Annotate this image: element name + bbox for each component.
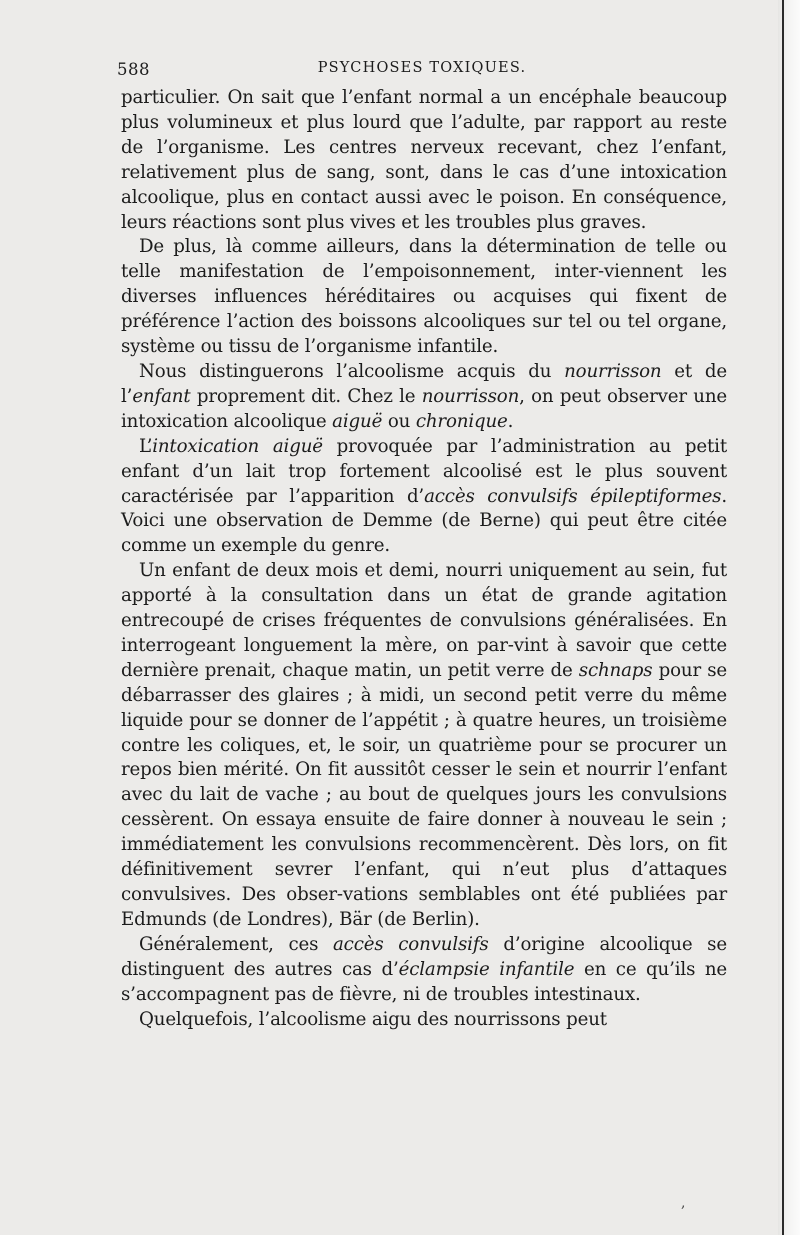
text-run: d’origine alcoolique se distinguent des autres cas d’ — [121, 933, 727, 980]
italic-term: nourrisson — [421, 385, 520, 407]
paragraph-2: De plus, là comme ailleurs, dans la détermination de telle ou telle manifestation de l’empoisonnement, inter-viennent les diverses influences héréditaires ou acquises qui fixent de préférence l’action des boissons alcooliques sur tel ou tel organe, système ou tissu de l’organisme infantile. — [121, 236, 727, 358]
text-run: ou — [382, 410, 416, 432]
paragraph-6 — [121, 933, 727, 1008]
page-number: 588 — [117, 60, 150, 79]
paragraph-7: Quelquefois, l’alcoolisme aigu des nourrissons peut — [139, 1008, 607, 1030]
italic-term: accès convulsifs épileptiformes — [424, 485, 722, 507]
text-run: Un enfant de deux mois et demi, nourri uniquement au sein, fut apporté à la consultation dans un état de grande agitation entrecoupé de crises fréquentes de convulsions généralisées. En interrogeant longuement la mère, on par-vint à savoir que cette dernière prenait, chaque matin, un petit verre de — [121, 560, 727, 681]
page-header — [117, 60, 727, 86]
text-run: . — [507, 410, 514, 432]
paragraph-5 — [121, 559, 727, 933]
italic-term: aiguë — [332, 410, 383, 432]
text-run: pour se débarrasser des glaires ; à midi, un second petit verre du même liquide pour se donner de l’appétit ; à quatre heures, un troisième contre les coliques, et, le soir, un quatrième pour se procurer un repos bien mérité. On fit aussitôt cesser le sein et nourrir l’enfant avec du lait de vache ; au bout de quelques jours les convulsions cessèrent. On essaya ensuite de faire donner à nouveau le sein ; immédiatement les convulsions recommencèrent. Dès lors, on fit définitivement sevrer l’enfant, qui n’eut plus d’attaques convulsives. Des obser-vations semblables ont été publiées par Edmunds (de Londres), Bär (de Berlin). — [121, 659, 727, 930]
paragraph-3 — [121, 360, 727, 435]
italic-term: intoxication aiguë — [152, 435, 323, 457]
text-run: Nous distinguerons l’alcoolisme acquis du — [139, 360, 565, 382]
text-run: Généralement, ces — [139, 933, 333, 955]
running-title: PSYCHOSES TOXIQUES. — [317, 60, 527, 76]
text-run: proprement dit. Chez le — [190, 385, 422, 407]
text-run: L’ — [139, 435, 153, 457]
text-body — [121, 86, 727, 1032]
paragraph-1: particulier. On sait que l’enfant normal a un encéphale beaucoup plus volumineux et plus lourd que l’adulte, par rapport au reste de l’organisme. Les centres nerveux recevant, chez l’enfant, relativement plus de sang, sont, dans le cas d’une intoxication alcoolique, plus en contact aussi avec le poison. En conséquence, leurs réactions sont plus vives et les troubles plus graves. — [121, 87, 727, 233]
text-run: et de l’ — [121, 360, 728, 407]
italic-term: schnaps — [578, 659, 653, 681]
italic-term: éclampsie infantile — [398, 958, 575, 980]
italic-term: nourrisson — [564, 360, 662, 382]
text-run: en ce qu’ils ne s’accompagnent pas de fièvre, ni de troubles intestinaux. — [121, 958, 728, 1005]
italic-term: accès convulsifs — [332, 933, 489, 955]
italic-term: chronique — [415, 410, 508, 432]
stray-ink-mark: , — [681, 1195, 686, 1211]
text-run: , on peut observer une intoxication alcoolique — [121, 385, 727, 432]
paragraph-4 — [121, 435, 727, 560]
text-run: provoquée par l’administration au petit enfant d’un lait trop fortement alcoolisé est le plus souvent caractérisée par l’apparition d’ — [121, 435, 727, 507]
page-edge-line — [782, 0, 784, 1235]
italic-term: enfant — [132, 385, 191, 407]
text-run: . Voici une observation de Demme (de Berne) qui peut être citée comme un exemple du genre. — [121, 485, 728, 557]
